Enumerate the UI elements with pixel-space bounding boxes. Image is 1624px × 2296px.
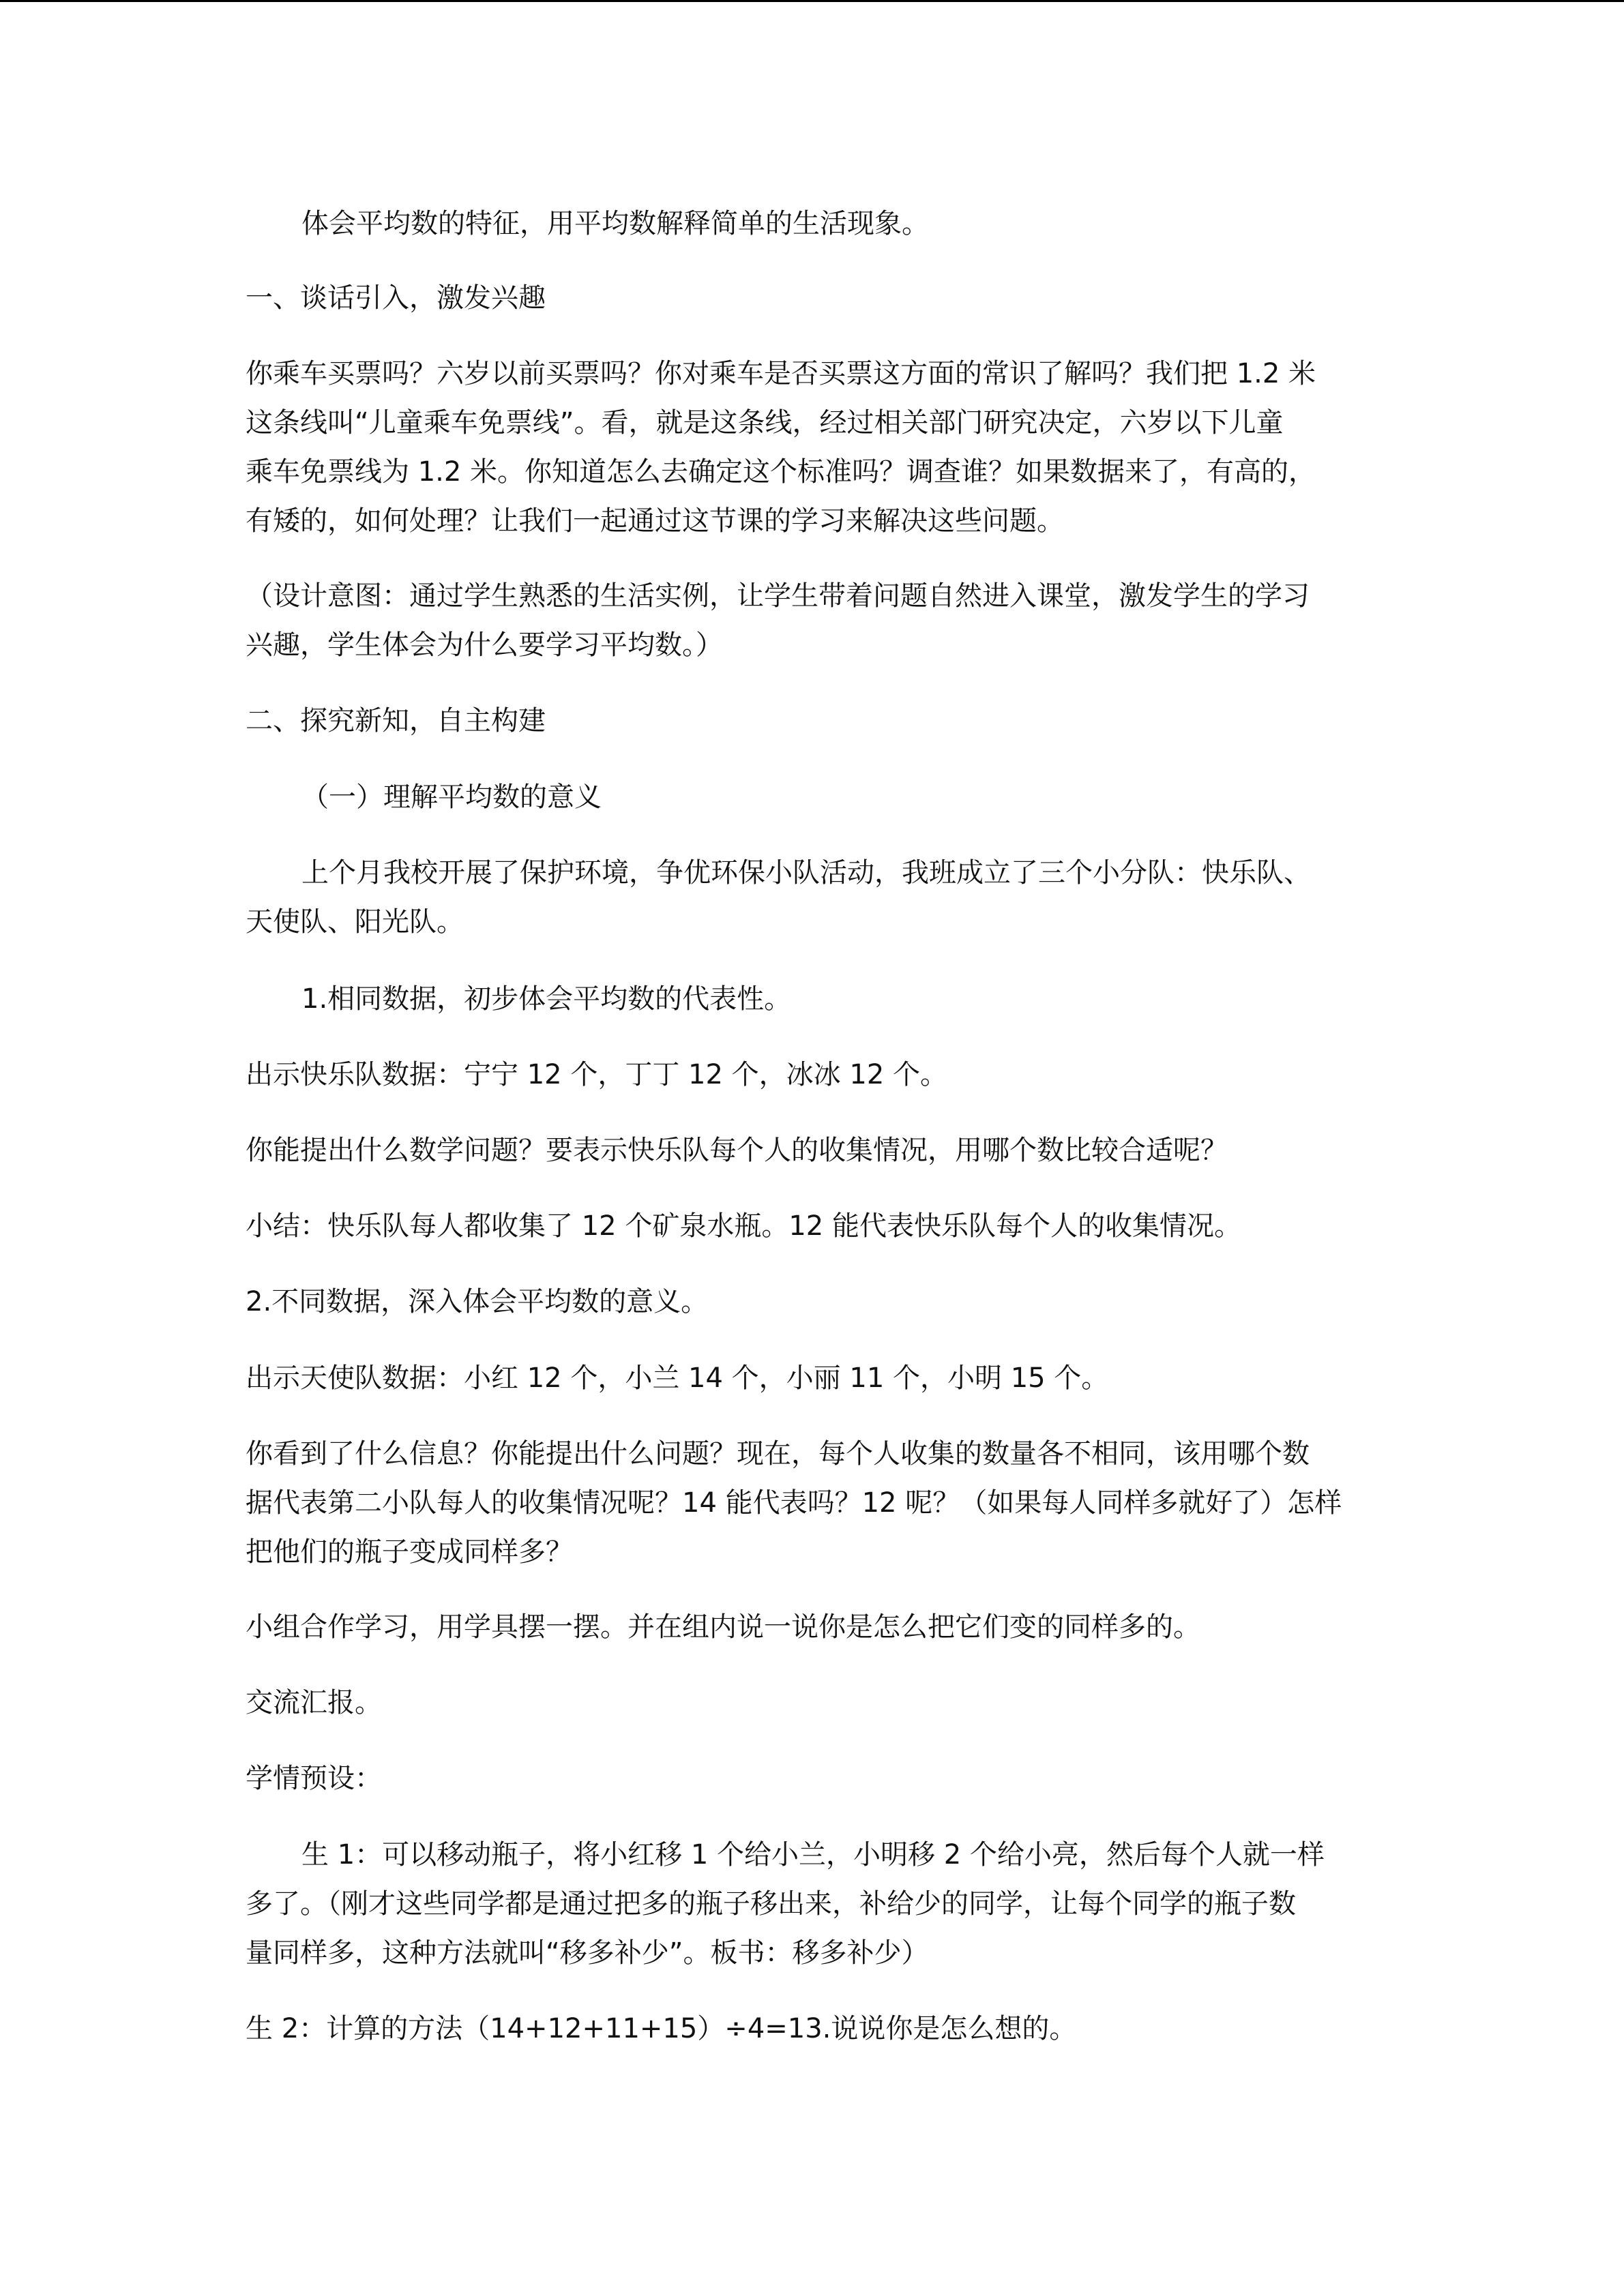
intro-text-line-4: 有矮的，如何处理？让我们一起通过这节课的学习来解决这些问题。 bbox=[246, 505, 1064, 537]
objective-line: 体会平均数的特征，用平均数解释简单的生活现象。 bbox=[301, 208, 929, 239]
discussion-line-1: 你看到了什么信息？你能提出什么问题？现在，每个人收集的数量各不相同，该用哪个数 bbox=[246, 1438, 1310, 1470]
discussion-line-3: 把他们的瓶子变成同样多？ bbox=[246, 1536, 573, 1568]
point-2-heading: 2.不同数据，深入体会平均数的意义。 bbox=[246, 1286, 709, 1317]
page-top-border bbox=[0, 0, 1624, 2]
group-work-line: 小组合作学习，用学具摆一摆。并在组内说一说你是怎么把它们变的同样多的。 bbox=[246, 1611, 1200, 1643]
angel-team-data: 出示天使队数据：小红 12 个，小兰 14 个，小丽 11 个，小明 15 个。 bbox=[246, 1362, 1109, 1394]
student-1-line-3: 量同样多，这种方法就叫“移多补少”。板书：移多补少） bbox=[246, 1937, 929, 1969]
preset-heading: 学情预设： bbox=[246, 1763, 382, 1794]
activity-text-line-2: 天使队、阳光队。 bbox=[246, 906, 464, 938]
happy-team-data: 出示快乐队数据：宁宁 12 个，丁丁 12 个，冰冰 12 个。 bbox=[246, 1059, 947, 1090]
section-heading-explore: 二、探究新知，自主构建 bbox=[246, 705, 546, 736]
design-intent-line-1: （设计意图：通过学生熟悉的生活实例，让学生带着问题自然进入课堂，激发学生的学习 bbox=[246, 580, 1310, 612]
student-1-line-2: 多了。（刚才这些同学都是通过把多的瓶子移出来，补给少的同学，让每个同学的瓶子数 bbox=[246, 1888, 1296, 1920]
intro-text-line-2: 这条线叫“儿童乘车免票线”。看，就是这条线，经过相关部门研究决定，六岁以下儿童 bbox=[246, 407, 1284, 438]
intro-text-line-3: 乘车免票线为 1.2 米。你知道怎么去确定这个标准吗？调查谁？如果数据来了，有高的， bbox=[246, 456, 1316, 488]
summary-line: 小结：快乐队每人都收集了 12 个矿泉水瓶。12 能代表快乐队每个人的收集情况。 bbox=[246, 1210, 1241, 1242]
activity-text-line-1: 上个月我校开展了保护环境，争优环保小队活动，我班成立了三个小分队：快乐队、 bbox=[301, 857, 1311, 889]
student-1-line-1: 生 1：可以移动瓶子，将小红移 1 个给小兰，小明移 2 个给小亮，然后每个人就一样 bbox=[301, 1839, 1325, 1870]
report-line: 交流汇报。 bbox=[246, 1687, 382, 1718]
discussion-line-2: 据代表第二小队每人的收集情况呢？14 能代表吗？12 呢？（如果每人同样多就好了）怎样 bbox=[246, 1487, 1342, 1519]
intro-text-line-1: 你乘车买票吗？六岁以前买票吗？你对乘车是否买票这方面的常识了解吗？我们把 1.2 米 bbox=[246, 358, 1316, 389]
subsection-heading-meaning: （一）理解平均数的意义 bbox=[301, 781, 602, 813]
point-1-heading: 1.相同数据，初步体会平均数的代表性。 bbox=[301, 983, 792, 1015]
question-line: 你能提出什么数学问题？要表示快乐队每个人的收集情况，用哪个数比较合适呢？ bbox=[246, 1135, 1228, 1166]
section-heading-intro: 一、谈话引入，激发兴趣 bbox=[246, 282, 546, 314]
design-intent-line-2: 兴趣，学生体会为什么要学习平均数。） bbox=[246, 629, 723, 661]
student-2-line: 生 2：计算的方法（14+12+11+15）÷4=13.说说你是怎么想的。 bbox=[246, 2013, 1077, 2044]
